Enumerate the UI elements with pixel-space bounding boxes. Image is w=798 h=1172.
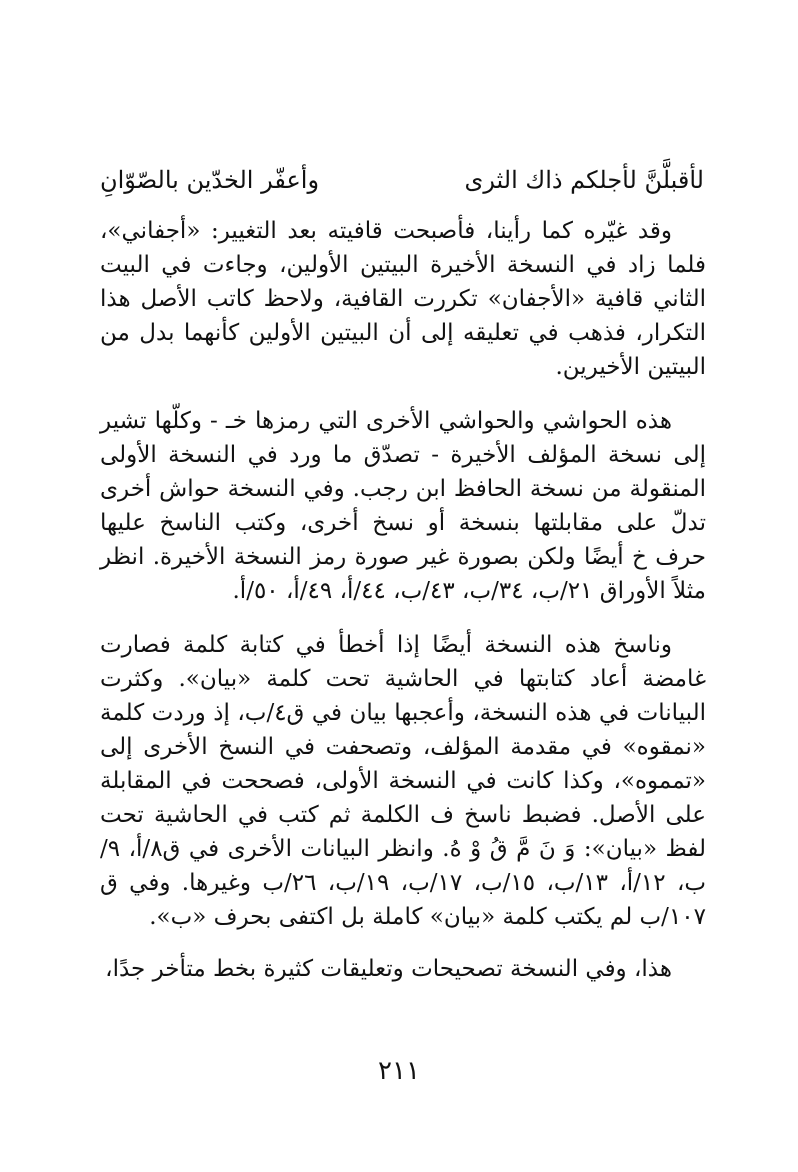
paragraph-marginal-notes: هذه الحواشي والحواشي الأخرى التي رمزها خـ - وكلّها تشير إلى نسخة المؤلف الأخيرة - تصدّق ما ورد في النسخة الأولى المنقولة من نسخة الحافظ ابن رجب. وفي النسخة حواش أخرى تدلّ على مقابلتها بنسخة أو نسخ أخرى، وكتب الناسخ عليها حرف خ أيضًا ولكن بصورة غير صورة رمز النسخة الأخيرة. انظر مثلاً الأوراق ٢١/ب، ٣٤/ب، ٤٣/ب، ٤٤/أ، ٤٩/أ، ٥٠/أ. <box>100 408 706 604</box>
verse-second-hemistich: وأعفّر الخدّين بالصّوّانِ <box>100 166 320 194</box>
paragraph-rhyme-change: وقد غيّره كما رأينا، فأصبحت قافيته بعد التغيير: «أجفاني»، فلما زاد في النسخة الأخيرة البيتين الأولين، وجاءت في البيت الثاني قافية «الأجفان» تكررت القافية، ولاحظ كاتب الأصل هذا التكرار، فذهب في تعليقه إلى أن البيتين الأولين كأنهما بدل من البيتين الأخيرين. <box>100 218 706 380</box>
page-number: ٢١١ <box>378 1056 420 1086</box>
paragraph-bayan-notes: وناسخ هذه النسخة أيضًا إذا أخطأ في كتابة كلمة فصارت غامضة أعاد كتابتها في الحاشية تحت كلمة «بيان». وكثرت البيانات في هذه النسخة، وأعجبها بيان في ق٤/ب، إذ وردت كلمة «نمقوه» في مقدمة المؤلف، وتصحفت في النسخ الأخرى إلى «تمموه»، وكذا كانت في النسخة الأولى، فصححت في المقابلة على الأصل. فضبط ناسخ ف الكلمة ثم كتب في الحاشية تحت لفظ «بيان»: وَ نَ مَّ قُ وْ هُ. وانظر البيانات الأخرى في ق٨/أ، ٩/ب، ١٢/أ، ١٣/ب، ١٥/ب، ١٧/ب، ١٩/ب، ٢٦/ب وغيرها. وفي ق ١٠٧/ب لم يكتب كلمة «بيان» كاملة بل اكتفى بحرف «ب». <box>100 632 707 930</box>
page-body <box>100 158 706 986</box>
paragraph-corrections: هذا، وفي النسخة تصحيحات وتعليقات كثيرة بخط متأخر جدًا، <box>105 956 672 982</box>
poetry-verse <box>100 158 706 206</box>
verse-first-hemistich: لأقبلَّنَّ لأجلكم ذاك الثرى <box>464 166 704 194</box>
